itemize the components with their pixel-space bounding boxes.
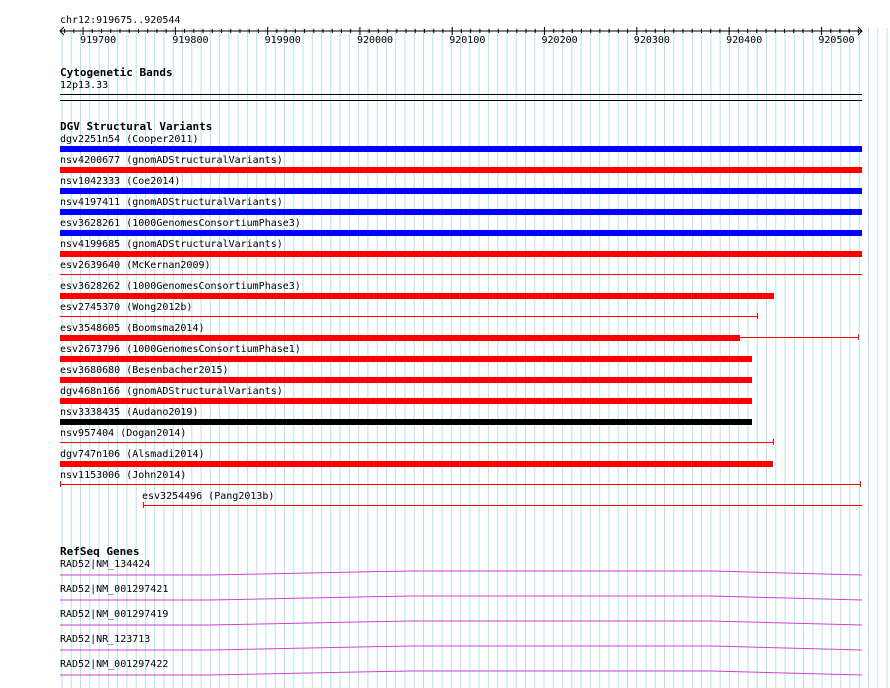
dgv-feature-label[interactable]: nsv3338435 (Audano2019)	[60, 407, 199, 418]
dgv-feature-label[interactable]: nsv4197411 (gnomADStructuralVariants)	[60, 197, 283, 208]
dgv-feature-label[interactable]: nsv1042333 (Coe2014)	[60, 176, 181, 187]
dgv-feature-end-cap	[860, 481, 861, 487]
dgv-feature-bar[interactable]	[60, 230, 862, 236]
dgv-feature-line[interactable]	[740, 337, 859, 338]
dgv-feature-label[interactable]: esv2673796 (1000GenomesConsortiumPhase1)	[60, 344, 301, 355]
cytoband-bar[interactable]	[60, 94, 862, 95]
dgv-feature-label[interactable]: esv3254496 (Pang2013b)	[142, 491, 275, 502]
dgv-feature-label[interactable]: dgv468n166 (gnomADStructuralVariants)	[60, 386, 283, 397]
dgv-feature-label[interactable]: esv2639640 (McKernan2009)	[60, 260, 211, 271]
dgv-feature-label[interactable]: dgv747n106 (Alsmadi2014)	[60, 449, 205, 460]
ruler-tick-label: 920000	[356, 35, 394, 46]
dgv-feature-end-cap	[773, 439, 774, 445]
refseq-gene-intron-line[interactable]	[0, 593, 890, 603]
dgv-feature-label[interactable]: esv2745370 (Wong2012b)	[60, 302, 193, 313]
refseq-gene-intron-line[interactable]	[0, 568, 890, 578]
refseq-gene-label[interactable]: RAD52|NM_001297419	[60, 609, 169, 620]
ruler-tick-label: 920100	[449, 35, 486, 46]
dgv-feature-line[interactable]	[60, 442, 774, 443]
dgv-feature-end-cap	[858, 334, 859, 340]
dgv-feature-label[interactable]: nsv957404 (Dogan2014)	[60, 428, 187, 439]
dgv-feature-bar[interactable]	[60, 419, 752, 425]
refseq-track-title[interactable]: RefSeq Genes	[60, 545, 140, 558]
dgv-feature-bar[interactable]	[60, 188, 862, 194]
dgv-feature-bar[interactable]	[60, 146, 862, 152]
ruler-tick-label: 920400	[726, 35, 763, 46]
dgv-feature-label[interactable]: nsv4199685 (gnomADStructuralVariants)	[60, 239, 283, 250]
refseq-gene-intron-line[interactable]	[0, 668, 890, 678]
refseq-gene-intron-line[interactable]	[0, 643, 890, 653]
dgv-feature-bar[interactable]	[60, 209, 862, 215]
ruler-tick-label: 920500	[818, 35, 855, 46]
dgv-feature-label[interactable]: nsv1153006 (John2014)	[60, 470, 187, 481]
refseq-gene-label[interactable]: RAD52|NM_001297422	[60, 659, 169, 670]
ruler-tick-label: 919900	[264, 35, 301, 46]
ruler-tick-label: 920200	[541, 35, 578, 46]
dgv-feature-bar[interactable]	[60, 356, 752, 362]
dgv-feature-line[interactable]	[143, 505, 862, 506]
dgv-feature-start-cap	[143, 502, 144, 508]
dgv-feature-bar[interactable]	[60, 335, 740, 341]
dgv-feature-label[interactable]: esv3628261 (1000GenomesConsortiumPhase3)	[60, 218, 301, 229]
location-label: chr12:919675..920544	[60, 15, 181, 26]
refseq-gene-label[interactable]: RAD52|NR_123713	[60, 634, 151, 645]
refseq-gene-label[interactable]: RAD52|NM_001297421	[60, 584, 169, 595]
cytoband-label: 12p13.33	[60, 80, 109, 91]
dgv-feature-bar[interactable]	[60, 167, 862, 173]
dgv-feature-bar[interactable]	[60, 398, 752, 404]
refseq-gene-label[interactable]: RAD52|NM_134424	[60, 559, 151, 570]
dgv-feature-line[interactable]	[60, 274, 862, 275]
dgv-feature-line[interactable]	[60, 484, 861, 485]
ruler-tick-label: 920300	[633, 35, 670, 46]
dgv-feature-bar[interactable]	[60, 293, 774, 299]
dgv-feature-bar[interactable]	[60, 461, 773, 467]
dgv-feature-label[interactable]: esv3628262 (1000GenomesConsortiumPhase3)	[60, 281, 301, 292]
dgv-feature-line[interactable]	[60, 316, 758, 317]
ruler-tick-label: 919800	[172, 35, 209, 46]
dgv-feature-label[interactable]: esv3548605 (Boomsma2014)	[60, 323, 205, 334]
refseq-gene-intron-line[interactable]	[0, 618, 890, 628]
dgv-feature-label[interactable]: esv3680680 (Besenbacher2015)	[60, 365, 229, 376]
dgv-feature-start-cap	[60, 481, 61, 487]
track-divider	[60, 100, 862, 101]
dgv-track-title[interactable]: DGV Structural Variants	[60, 120, 213, 133]
dgv-feature-bar[interactable]	[60, 377, 752, 383]
dgv-feature-end-cap	[757, 313, 758, 319]
dgv-feature-bar[interactable]	[60, 251, 862, 257]
dgv-feature-label[interactable]: dgv2251n54 (Cooper2011)	[60, 134, 199, 145]
cytoband-track-title[interactable]: Cytogenetic Bands	[60, 66, 173, 79]
ruler-tick-label: 919700	[80, 35, 117, 46]
dgv-feature-label[interactable]: nsv4200677 (gnomADStructuralVariants)	[60, 155, 283, 166]
